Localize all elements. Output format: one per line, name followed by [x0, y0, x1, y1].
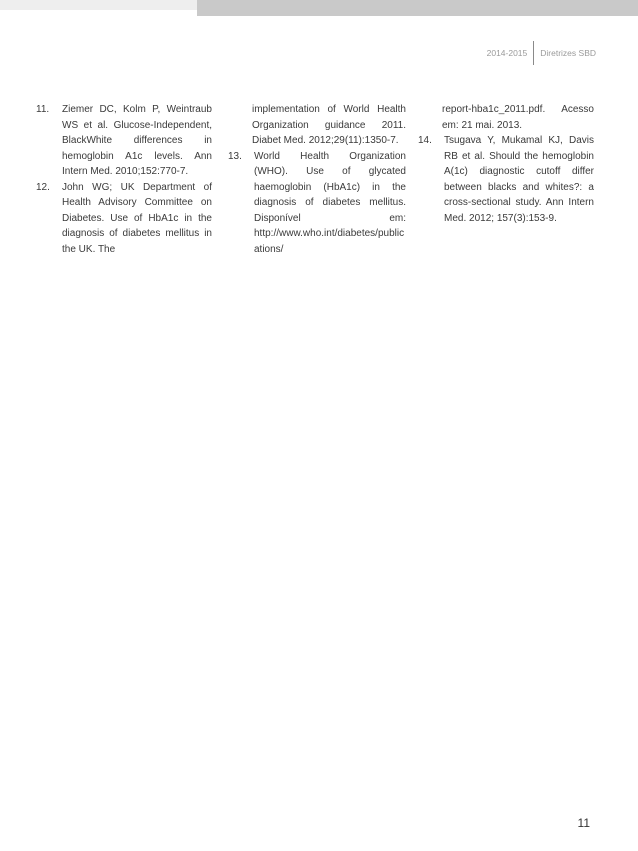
reference-text: World Health Organization (WHO). Use of glycated haemoglobin (HbA1c) in the diagnosis of diabetes mellitus. Disponível em: http://www.who.int/diabetes/publications/ [254, 150, 406, 255]
reference-number: 11. [36, 104, 50, 115]
reference-item [418, 133, 594, 226]
reference-continuation: report-hba1c_2011.pdf. Acesso em: 21 mai. 2013. [442, 104, 594, 131]
reference-column-1 [36, 102, 212, 257]
header-years: 2014-2015 [486, 48, 528, 58]
reference-text: Tsugava Y, Mukamal KJ, Davis RB et al. Should the hemoglobin A(1c) diagnostic cutoff differ between blacks and whites?: a cross-sectional study. Ann Intern Med. 2012; 157(3):153-9. [444, 135, 594, 224]
reference-item [36, 180, 212, 258]
reference-continuation: implementation of World Health Organization guidance 2011. Diabet Med. 2012;29(11):1350-7. [252, 104, 406, 146]
reference-text: Ziemer DC, Kolm P, Weintraub WS et al. Glucose-Independent, BlackWhite differences in hemoglobin A1c levels. Ann Intern Med. 2010;152:770-7. [62, 104, 212, 177]
reference-number: 13. [228, 150, 242, 162]
page-number: 11 [577, 816, 590, 830]
reference-number: 14. [418, 135, 432, 146]
reference-number: 12. [36, 181, 50, 193]
header-divider [533, 41, 534, 65]
reference-column-3 [418, 102, 594, 226]
reference-item [228, 149, 406, 258]
top-decorative-band [197, 0, 638, 16]
header-title: Diretrizes SBD [540, 48, 596, 58]
reference-column-2 [228, 102, 406, 257]
running-header [487, 44, 596, 62]
reference-text: John WG; UK Department of Health Advisory Committee on Diabetes. Use of HbA1c in the diagnosis of diabetes mellitus in the UK. The [62, 181, 212, 255]
reference-item [36, 102, 212, 180]
